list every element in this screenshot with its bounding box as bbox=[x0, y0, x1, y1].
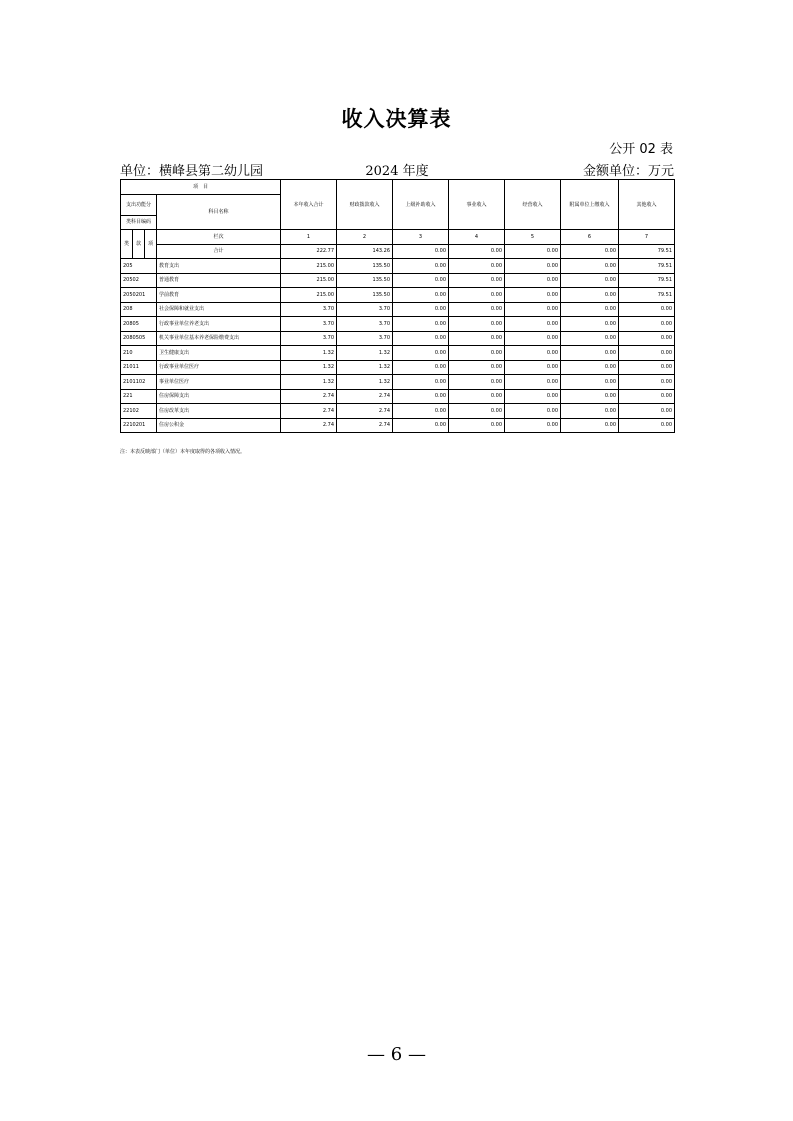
amount-cell: 1.32 bbox=[281, 375, 337, 390]
subject-name: 机关事业单位基本养老保险缴费支出 bbox=[157, 331, 281, 346]
amount-cell: 0.00 bbox=[393, 360, 449, 375]
total-value: 0.00 bbox=[561, 244, 619, 259]
header-col-3: 上级补助收入 bbox=[393, 180, 449, 230]
subject-code: 20805 bbox=[121, 317, 157, 332]
total-value: 0.00 bbox=[393, 244, 449, 259]
amount-cell: 0.00 bbox=[619, 331, 675, 346]
amount-cell: 0.00 bbox=[393, 346, 449, 361]
amount-cell: 3.70 bbox=[337, 317, 393, 332]
subject-code: 21011 bbox=[121, 360, 157, 375]
table-row bbox=[121, 389, 675, 404]
money-unit: 金额单位：万元 bbox=[582, 164, 674, 179]
amount-cell: 2.74 bbox=[281, 389, 337, 404]
subject-name: 教育支出 bbox=[157, 259, 281, 274]
amount-cell: 0.00 bbox=[449, 259, 505, 274]
header-col-1: 本年收入合计 bbox=[281, 180, 337, 230]
header-lei: 类 bbox=[121, 230, 133, 259]
table-row bbox=[121, 302, 675, 317]
amount-cell: 79.51 bbox=[619, 273, 675, 288]
amount-cell: 3.70 bbox=[281, 302, 337, 317]
total-value: 143.26 bbox=[337, 244, 393, 259]
report-meta bbox=[120, 160, 674, 178]
header-col-6: 附属单位上缴收入 bbox=[561, 180, 619, 230]
income-table bbox=[120, 179, 675, 433]
table-number: 公开 02 表 bbox=[609, 142, 673, 157]
amount-cell: 0.00 bbox=[505, 360, 561, 375]
header-func-code: 支出功能分 bbox=[121, 194, 157, 215]
table-note: 注：本表反映部门（单位）本年度取得的各项收入情况。 bbox=[120, 449, 246, 455]
amount-cell: 0.00 bbox=[393, 404, 449, 419]
amount-cell: 2.74 bbox=[281, 404, 337, 419]
subject-code: 2080505 bbox=[121, 331, 157, 346]
subject-name: 学前教育 bbox=[157, 288, 281, 303]
amount-cell: 1.32 bbox=[337, 360, 393, 375]
amount-cell: 0.00 bbox=[449, 418, 505, 433]
amount-cell: 3.70 bbox=[281, 317, 337, 332]
amount-cell: 0.00 bbox=[619, 418, 675, 433]
table-row bbox=[121, 288, 675, 303]
amount-cell: 0.00 bbox=[393, 288, 449, 303]
amount-cell: 1.32 bbox=[281, 346, 337, 361]
amount-cell: 0.00 bbox=[449, 346, 505, 361]
table-row bbox=[121, 331, 675, 346]
table-row bbox=[121, 259, 675, 274]
subject-name: 行政事业单位医疗 bbox=[157, 360, 281, 375]
amount-cell: 0.00 bbox=[393, 418, 449, 433]
header-kuan: 款 bbox=[133, 230, 145, 259]
amount-cell: 0.00 bbox=[619, 375, 675, 390]
amount-cell: 0.00 bbox=[619, 346, 675, 361]
table-row bbox=[121, 404, 675, 419]
header-col-5: 经营收入 bbox=[505, 180, 561, 230]
amount-cell: 0.00 bbox=[505, 331, 561, 346]
unit-name: 单位：横峰县第二幼儿园 bbox=[120, 164, 264, 179]
amount-cell: 0.00 bbox=[505, 375, 561, 390]
amount-cell: 0.00 bbox=[449, 404, 505, 419]
subject-code: 210 bbox=[121, 346, 157, 361]
subject-name: 事业单位医疗 bbox=[157, 375, 281, 390]
subject-code: 205 bbox=[121, 259, 157, 274]
amount-cell: 0.00 bbox=[561, 302, 619, 317]
col-num: 3 bbox=[393, 230, 449, 245]
header-col-4: 事业收入 bbox=[449, 180, 505, 230]
amount-cell: 3.70 bbox=[337, 331, 393, 346]
amount-cell: 0.00 bbox=[561, 273, 619, 288]
amount-cell: 2.74 bbox=[337, 404, 393, 419]
subject-name: 行政事业单位养老支出 bbox=[157, 317, 281, 332]
amount-cell: 0.00 bbox=[561, 317, 619, 332]
header-subject-name: 科目名称 bbox=[157, 194, 281, 230]
page-title: 收入决算表 bbox=[341, 107, 452, 131]
total-value: 79.51 bbox=[619, 244, 675, 259]
amount-cell: 1.32 bbox=[337, 346, 393, 361]
amount-cell: 215.00 bbox=[281, 259, 337, 274]
amount-cell: 0.00 bbox=[505, 259, 561, 274]
amount-cell: 1.32 bbox=[337, 375, 393, 390]
table-row bbox=[121, 360, 675, 375]
table-row bbox=[121, 375, 675, 390]
subject-name: 普通教育 bbox=[157, 273, 281, 288]
amount-cell: 0.00 bbox=[619, 404, 675, 419]
subject-code: 208 bbox=[121, 302, 157, 317]
amount-cell: 0.00 bbox=[393, 273, 449, 288]
amount-cell: 0.00 bbox=[505, 346, 561, 361]
table-row bbox=[121, 273, 675, 288]
subject-code: 221 bbox=[121, 389, 157, 404]
col-num: 4 bbox=[449, 230, 505, 245]
amount-cell: 135.50 bbox=[337, 288, 393, 303]
amount-cell: 0.00 bbox=[619, 360, 675, 375]
amount-cell: 0.00 bbox=[561, 375, 619, 390]
amount-cell: 0.00 bbox=[619, 389, 675, 404]
amount-cell: 0.00 bbox=[561, 418, 619, 433]
amount-cell: 0.00 bbox=[449, 360, 505, 375]
subject-code: 2210201 bbox=[121, 418, 157, 433]
amount-cell: 0.00 bbox=[449, 317, 505, 332]
amount-cell: 0.00 bbox=[393, 302, 449, 317]
table-row bbox=[121, 346, 675, 361]
amount-cell: 0.00 bbox=[561, 360, 619, 375]
amount-cell: 2.74 bbox=[337, 389, 393, 404]
amount-cell: 0.00 bbox=[561, 389, 619, 404]
total-value: 0.00 bbox=[505, 244, 561, 259]
table-row bbox=[121, 317, 675, 332]
amount-cell: 0.00 bbox=[561, 346, 619, 361]
amount-cell: 0.00 bbox=[505, 273, 561, 288]
header-project: 项 目 bbox=[121, 180, 281, 195]
amount-cell: 135.50 bbox=[337, 259, 393, 274]
subject-code: 20502 bbox=[121, 273, 157, 288]
subject-name: 卫生健康支出 bbox=[157, 346, 281, 361]
amount-cell: 0.00 bbox=[393, 317, 449, 332]
amount-cell: 0.00 bbox=[505, 302, 561, 317]
table-row bbox=[121, 418, 675, 433]
subject-code: 2101102 bbox=[121, 375, 157, 390]
subject-code: 22102 bbox=[121, 404, 157, 419]
header-column-no: 栏次 bbox=[157, 230, 281, 245]
amount-cell: 0.00 bbox=[449, 331, 505, 346]
col-num: 5 bbox=[505, 230, 561, 245]
amount-cell: 0.00 bbox=[449, 288, 505, 303]
total-label: 合计 bbox=[157, 244, 281, 259]
subject-name: 住房公积金 bbox=[157, 418, 281, 433]
amount-cell: 215.00 bbox=[281, 288, 337, 303]
amount-cell: 2.74 bbox=[337, 418, 393, 433]
amount-cell: 0.00 bbox=[619, 302, 675, 317]
header-col-7: 其他收入 bbox=[619, 180, 675, 230]
amount-cell: 3.70 bbox=[281, 331, 337, 346]
subject-code: 2050201 bbox=[121, 288, 157, 303]
amount-cell: 0.00 bbox=[393, 375, 449, 390]
amount-cell: 2.74 bbox=[281, 418, 337, 433]
amount-cell: 0.00 bbox=[561, 331, 619, 346]
amount-cell: 0.00 bbox=[449, 273, 505, 288]
amount-cell: 79.51 bbox=[619, 288, 675, 303]
amount-cell: 0.00 bbox=[449, 375, 505, 390]
amount-cell: 0.00 bbox=[393, 331, 449, 346]
header-class-code: 类科目编码 bbox=[121, 215, 157, 230]
amount-cell: 0.00 bbox=[561, 288, 619, 303]
header-xiang: 项 bbox=[145, 230, 157, 259]
total-value: 0.00 bbox=[449, 244, 505, 259]
amount-cell: 0.00 bbox=[561, 404, 619, 419]
amount-cell: 0.00 bbox=[393, 389, 449, 404]
col-num: 1 bbox=[281, 230, 337, 245]
report-year: 2024 年度 bbox=[365, 164, 429, 179]
amount-cell: 0.00 bbox=[505, 389, 561, 404]
amount-cell: 3.70 bbox=[337, 302, 393, 317]
amount-cell: 0.00 bbox=[393, 259, 449, 274]
amount-cell: 0.00 bbox=[619, 317, 675, 332]
col-num: 6 bbox=[561, 230, 619, 245]
amount-cell: 0.00 bbox=[505, 404, 561, 419]
page-number: — 6 — bbox=[367, 1044, 426, 1065]
amount-cell: 0.00 bbox=[449, 302, 505, 317]
amount-cell: 0.00 bbox=[561, 259, 619, 274]
amount-cell: 0.00 bbox=[505, 288, 561, 303]
amount-cell: 79.51 bbox=[619, 259, 675, 274]
amount-cell: 215.00 bbox=[281, 273, 337, 288]
header-col-2: 财政拨款收入 bbox=[337, 180, 393, 230]
subject-name: 社会保障和就业支出 bbox=[157, 302, 281, 317]
amount-cell: 135.50 bbox=[337, 273, 393, 288]
col-num: 2 bbox=[337, 230, 393, 245]
amount-cell: 1.32 bbox=[281, 360, 337, 375]
amount-cell: 0.00 bbox=[505, 317, 561, 332]
total-value: 222.77 bbox=[281, 244, 337, 259]
subject-name: 住房改革支出 bbox=[157, 404, 281, 419]
subject-name: 住房保障支出 bbox=[157, 389, 281, 404]
amount-cell: 0.00 bbox=[505, 418, 561, 433]
col-num: 7 bbox=[619, 230, 675, 245]
amount-cell: 0.00 bbox=[449, 389, 505, 404]
